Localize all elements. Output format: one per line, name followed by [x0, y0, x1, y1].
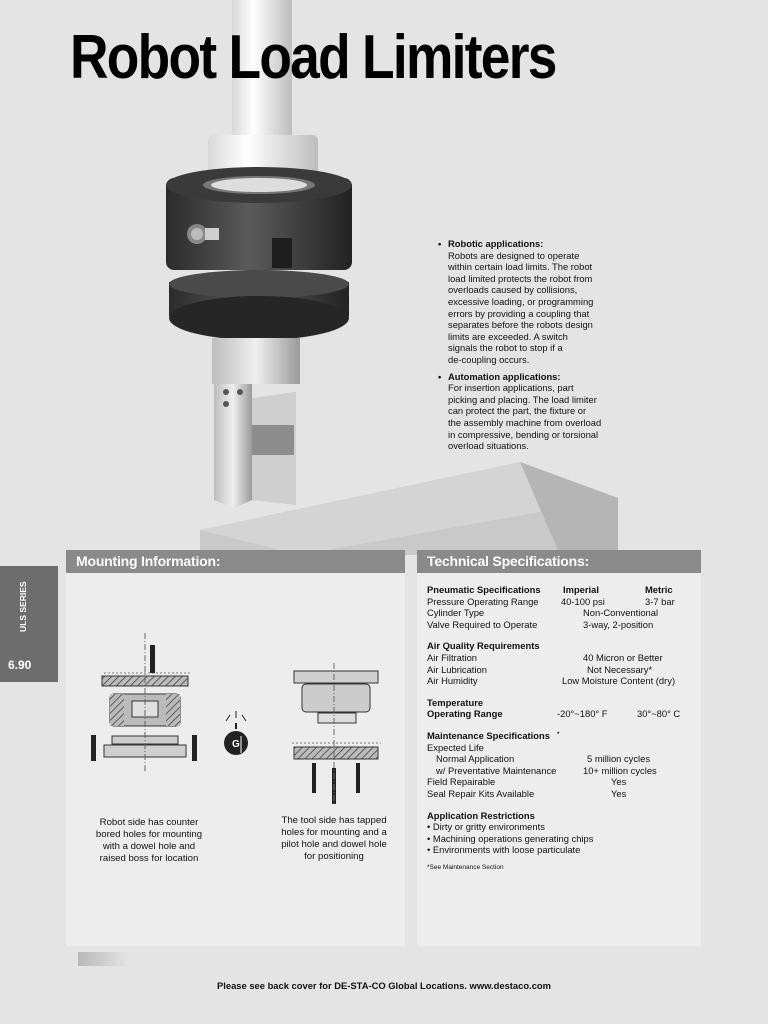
restriction-item: • Environments with loose particulate	[427, 844, 581, 856]
specs-body	[427, 584, 697, 873]
caption-line: raised boss for location	[99, 853, 199, 864]
spec-row	[427, 675, 697, 687]
temperature-imperial: -20°~180° F	[557, 708, 608, 720]
caption-line: The tool side has tapped	[281, 815, 387, 826]
footnote-mark: *	[557, 731, 560, 738]
series-label: ULS SERIES	[18, 581, 28, 633]
bullet-line: separates before the robots design	[448, 319, 593, 331]
footnote: *See Maintenance Section	[427, 863, 504, 871]
decorative-gradient-bar	[78, 952, 128, 966]
spacer	[427, 687, 697, 697]
spec-row	[427, 753, 697, 765]
caption-line: bored holes for mounting	[95, 829, 203, 840]
spec-label: Field Repairable	[427, 776, 496, 788]
spacer	[427, 800, 697, 810]
tool-side-caption	[264, 815, 404, 863]
spec-value: 3-way, 2-position	[583, 618, 654, 630]
bullet-automation	[438, 371, 618, 452]
spec-value: Not Necessary*	[587, 663, 653, 675]
spec-label: Air Lubrication	[427, 663, 487, 675]
spec-value: 5 million cycles	[587, 753, 651, 765]
page-number: 6.90	[8, 658, 32, 672]
bullet-line: the assembly machine from overload	[448, 416, 602, 428]
restriction-item: • Machining operations generating chips	[427, 832, 594, 844]
gravity-apple-icon	[224, 711, 248, 755]
spec-row	[427, 776, 697, 788]
bullet-robotic	[438, 238, 618, 366]
robot-side-caption	[84, 817, 214, 865]
mounting-heading: Mounting Information:	[66, 550, 405, 573]
temperature-metric: 30°~80° C	[637, 708, 681, 720]
caption-line: holes for mounting and a	[281, 827, 387, 838]
footer-note: Please see back cover for DE-STA-CO Global Locations. www.destaco.com	[217, 980, 551, 991]
maintenance-title-row	[427, 730, 697, 742]
bullet-line: de-coupling occurs.	[448, 353, 530, 365]
spec-value: Non-Conventional	[583, 607, 659, 619]
bullet-line: signals the robot to stop if a	[448, 342, 563, 354]
restrictions-title: Application Restrictions	[427, 809, 535, 821]
page-title: Robot Load Limiters	[70, 23, 556, 92]
spacer	[427, 720, 697, 730]
air-quality-title: Air Quality Requirements	[427, 640, 540, 652]
restriction-item: • Dirty or gritty environments	[427, 821, 545, 833]
bullet-line: can protect the part, the fixture or	[448, 405, 587, 417]
spec-row	[427, 742, 697, 754]
spec-label: Pressure Operating Range	[427, 595, 539, 607]
temperature-title: Temperature	[427, 696, 484, 708]
bullet-line: excessive loading, or programming	[448, 295, 594, 307]
spec-row	[427, 788, 697, 800]
maintenance-title: Maintenance Specifications	[427, 729, 550, 741]
specs-heading: Technical Specifications:	[417, 550, 701, 573]
spec-label: Expected Life	[427, 741, 484, 753]
bullet-heading: Robotic applications:	[448, 238, 544, 249]
bullet-line: overload situations.	[448, 440, 529, 452]
pneumatic-title: Pneumatic Specifications	[427, 584, 541, 595]
bullet-line: errors by providing a coupling that	[448, 307, 590, 319]
bullet-heading: Automation applications:	[448, 370, 561, 382]
spec-value: 10+ million cycles	[583, 764, 657, 776]
bullet-line: For insertion applications, part	[448, 382, 574, 394]
spec-label: Seal Repair Kits Available	[427, 787, 535, 799]
application-bullets	[438, 238, 618, 457]
spec-label: Air Humidity	[427, 675, 478, 687]
spec-imperial-value: 40-100 psi	[561, 595, 605, 607]
spec-label: Cylinder Type	[427, 607, 485, 619]
bullet-line: picking and placing. The load limiter	[448, 393, 597, 405]
bullet-line: overloads caused by collisions,	[448, 284, 578, 296]
spec-label: Normal Application	[436, 753, 515, 765]
technical-specifications-panel	[417, 550, 701, 946]
temperature-subtitle: Operating Range	[427, 708, 503, 720]
spacer	[427, 630, 697, 640]
caption-line: with a dowel hole and	[102, 841, 196, 852]
spec-label: w/ Preventative Maintenance	[436, 764, 557, 776]
spec-metric-value: 3-7 bar	[645, 595, 675, 607]
bullet-line: Robots are designed to operate	[448, 249, 580, 261]
mounting-information-panel	[66, 550, 405, 946]
spec-row	[427, 652, 697, 664]
metric-column-header: Metric	[645, 584, 673, 595]
spec-row	[427, 765, 697, 777]
spec-value: Yes	[611, 787, 627, 799]
spec-row	[427, 596, 697, 608]
spec-row	[427, 607, 697, 619]
bullet-line: in compressive, bending or torsional	[448, 428, 599, 440]
spec-value: Yes	[611, 776, 627, 788]
spec-value: Low Moisture Content (dry)	[562, 675, 676, 687]
bullet-line: load limited protects the robot from	[448, 272, 593, 284]
spec-row	[427, 664, 697, 676]
mounting-diagram	[66, 573, 405, 813]
spec-label: Valve Required to Operate	[427, 618, 538, 630]
spec-value: 40 Micron or Better	[583, 651, 663, 663]
bullet-line: within certain load limits. The robot	[448, 261, 593, 273]
tool-side-drawing	[292, 663, 381, 805]
bullet-line: limits are exceeded. A switch	[448, 330, 568, 342]
temperature-row	[427, 708, 697, 720]
robot-side-drawing	[91, 633, 197, 773]
bullet-dot: •	[438, 238, 442, 249]
series-side-tab	[0, 566, 58, 682]
caption-line: pilot hole and dowel hole	[281, 839, 387, 850]
caption-line: Robot side has counter	[99, 817, 199, 828]
spec-label: Air Filtration	[427, 651, 478, 663]
spec-row	[427, 619, 697, 631]
bullet-dot: •	[438, 370, 442, 382]
pneumatic-header-row	[427, 584, 697, 596]
gravity-label: G	[232, 739, 240, 750]
imperial-column-header: Imperial	[563, 584, 599, 595]
caption-line: for positioning	[304, 851, 364, 862]
